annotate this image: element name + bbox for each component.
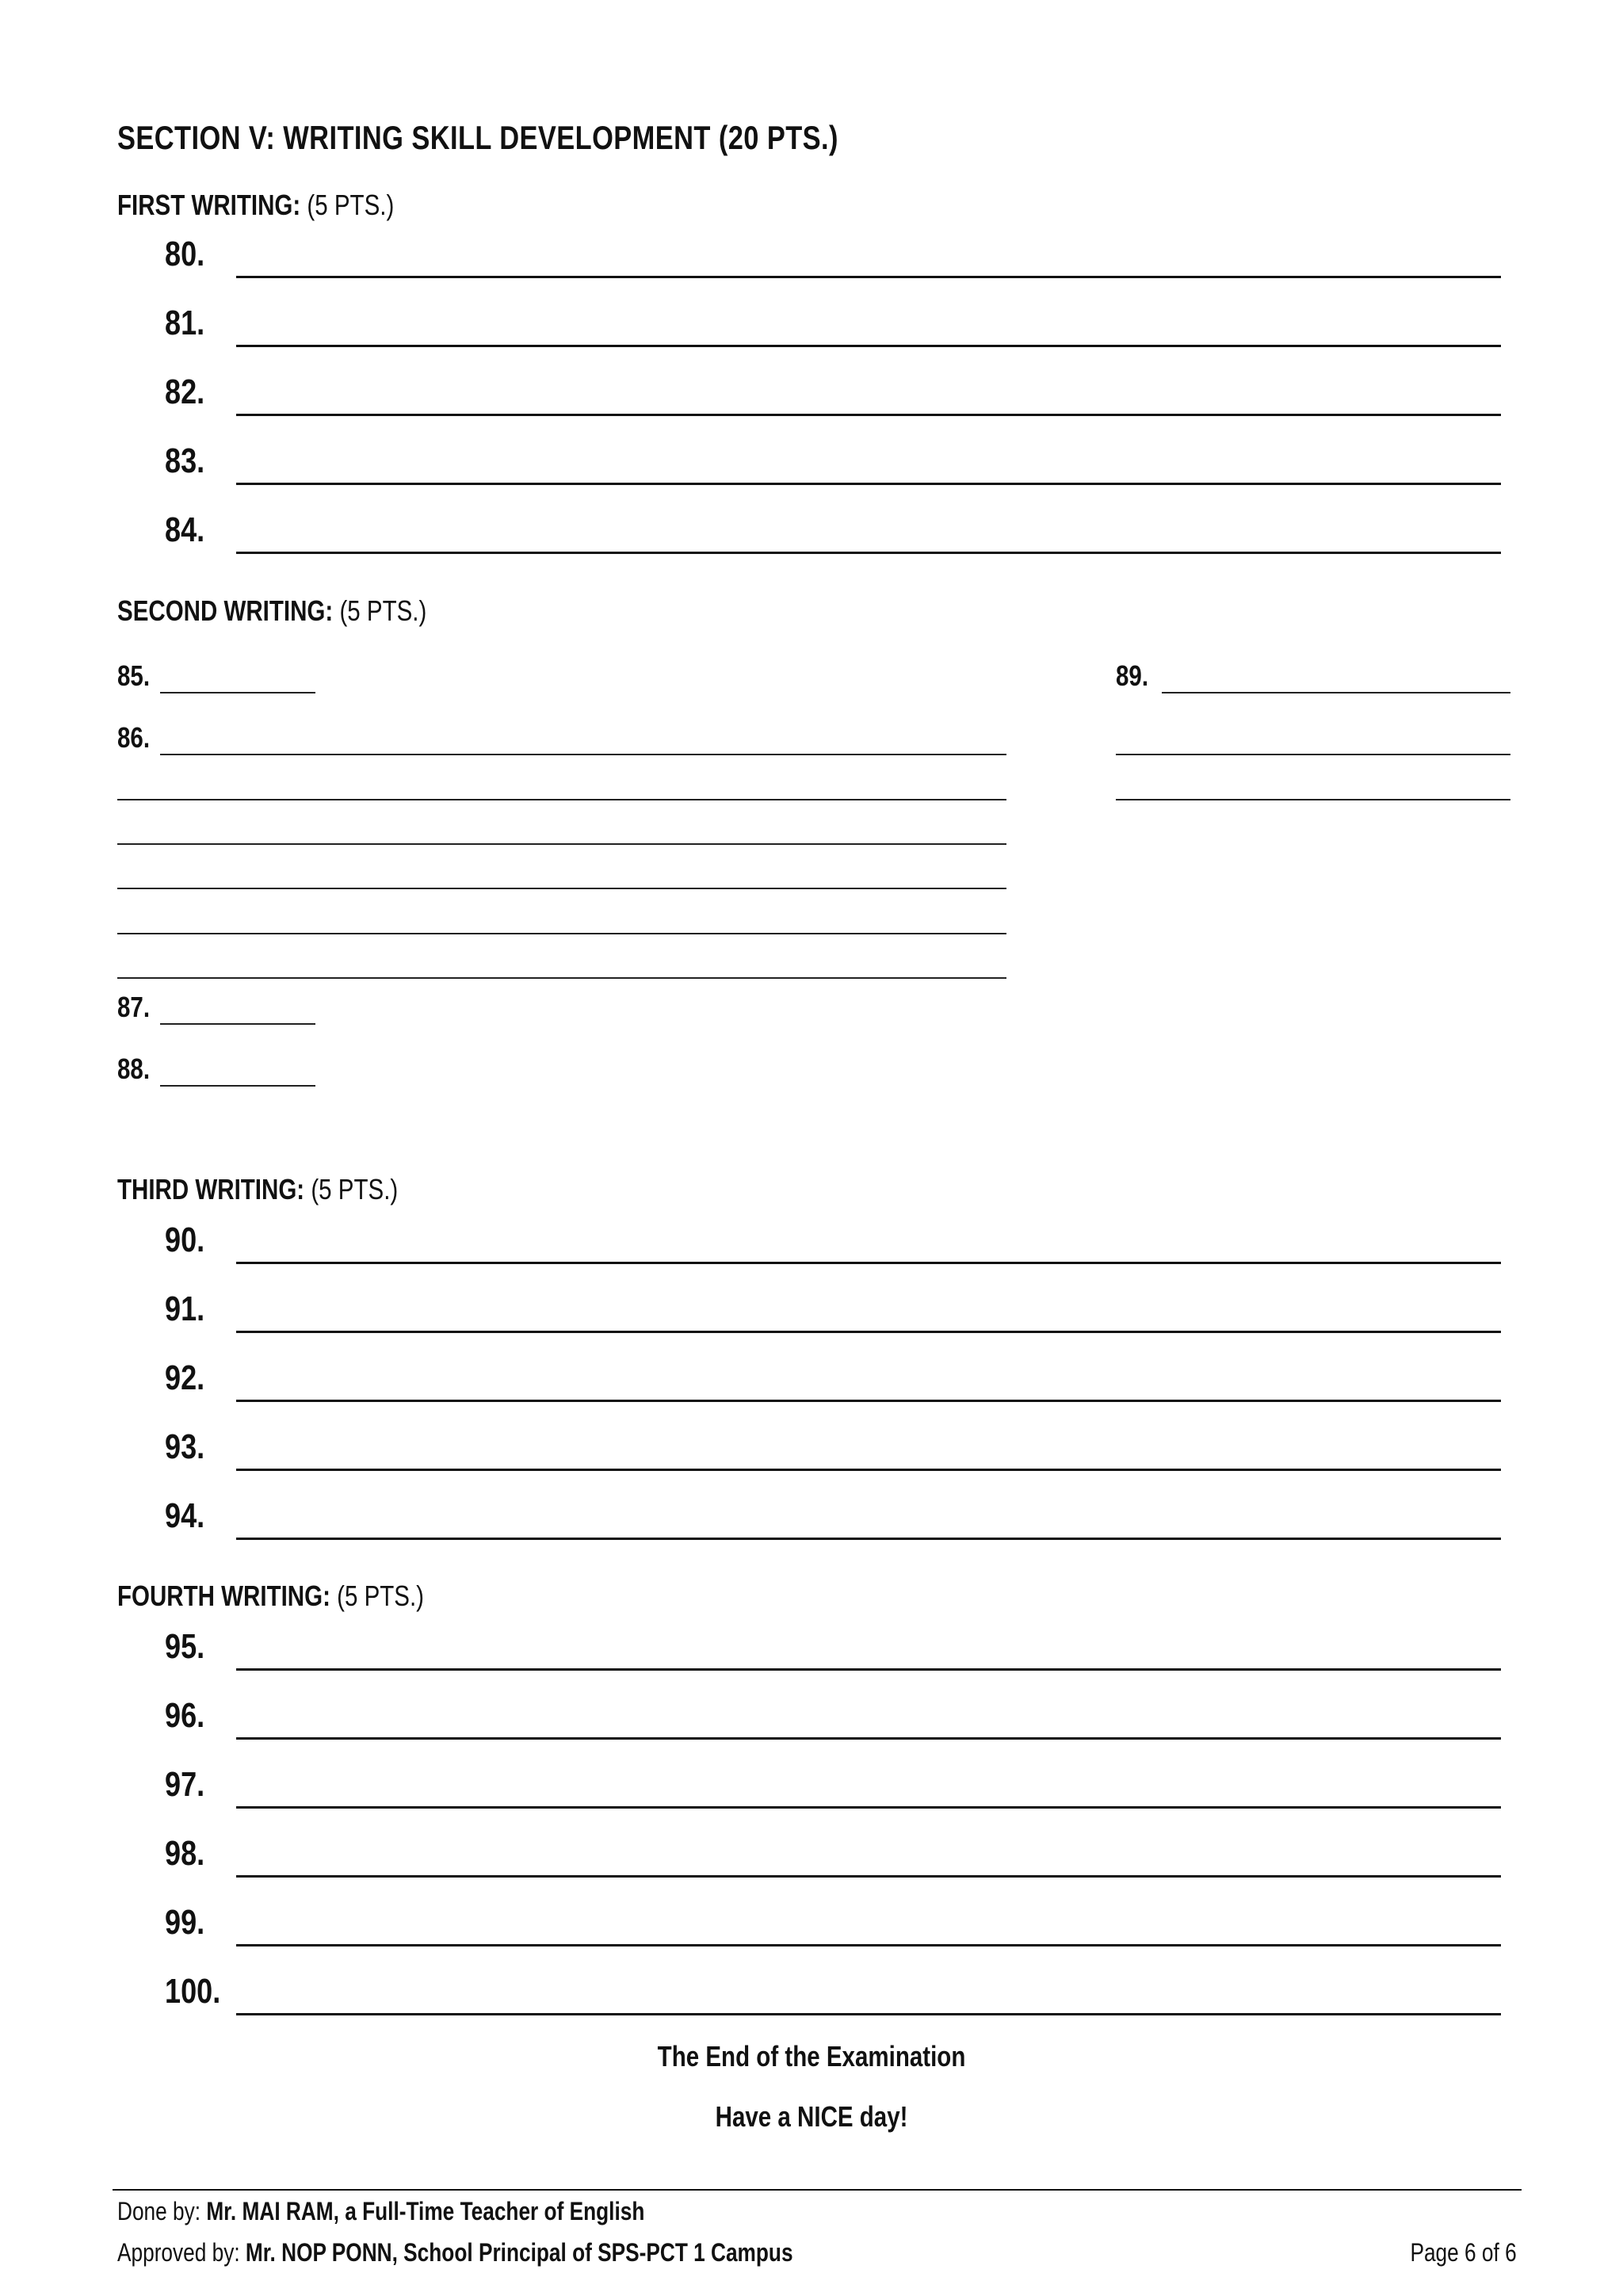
question-number-82: 82. <box>165 372 205 411</box>
question-number-98: 98. <box>165 1834 205 1873</box>
question-number-94: 94. <box>165 1496 205 1535</box>
answer-line-80[interactable] <box>236 276 1501 278</box>
answer-line-84[interactable] <box>236 552 1501 554</box>
question-number-84: 84. <box>165 510 205 549</box>
answer-line-96[interactable] <box>236 1737 1501 1740</box>
page-number: Page 6 of 6 <box>1410 2238 1517 2267</box>
answer-line-99[interactable] <box>236 1944 1501 1946</box>
question-number-86: 86. <box>117 721 151 754</box>
question-number-85: 85. <box>117 659 151 692</box>
question-number-93: 93. <box>165 1427 205 1466</box>
second-writing-heading <box>117 594 426 628</box>
answer-line-81[interactable] <box>236 345 1501 347</box>
question-number-99: 99. <box>165 1903 205 1942</box>
answer-line-86-4[interactable] <box>117 888 1006 889</box>
end-of-exam-label: The End of the Examination <box>657 2040 966 2073</box>
fourth-writing-heading <box>117 1580 424 1613</box>
answer-line-85[interactable] <box>160 692 315 693</box>
footer-divider <box>113 2189 1522 2191</box>
question-number-89: 89. <box>1116 659 1149 692</box>
answer-line-92[interactable] <box>236 1400 1501 1402</box>
fourth-writing-points: (5 PTS.) <box>337 1580 425 1612</box>
answer-line-86-6[interactable] <box>117 977 1006 979</box>
end-of-exam-text <box>0 2040 1623 2073</box>
question-number-100: 100. <box>165 1972 221 2011</box>
question-number-96: 96. <box>165 1696 205 1735</box>
answer-line-86-3[interactable] <box>117 843 1006 845</box>
answer-line-98[interactable] <box>236 1875 1501 1878</box>
answer-line-82[interactable] <box>236 414 1501 416</box>
third-writing-points: (5 PTS.) <box>311 1173 399 1205</box>
approved-by-label: Approved by: <box>117 2238 240 2267</box>
first-writing-heading <box>117 189 394 222</box>
answer-line-86-2[interactable] <box>117 799 1006 800</box>
question-number-80: 80. <box>165 235 205 273</box>
answer-line-86-5[interactable] <box>117 933 1006 934</box>
answer-line-89-3[interactable] <box>1116 799 1510 800</box>
approved-by-name: Mr. NOP PONN, School Principal of SPS-PCT 1 Campus <box>245 2238 793 2267</box>
first-writing-points: (5 PTS.) <box>307 189 395 221</box>
second-writing-points: (5 PTS.) <box>339 594 427 627</box>
closing-wish-text <box>0 2100 1623 2134</box>
answer-line-91[interactable] <box>236 1331 1501 1333</box>
done-by-label: Done by: <box>117 2197 201 2225</box>
question-number-88: 88. <box>117 1052 151 1085</box>
done-by-name: Mr. MAI RAM, a Full-Time Teacher of English <box>206 2197 645 2225</box>
answer-line-89-2[interactable] <box>1116 754 1510 755</box>
second-writing-label: SECOND WRITING: <box>117 594 334 627</box>
first-writing-label: FIRST WRITING: <box>117 189 301 221</box>
answer-line-94[interactable] <box>236 1538 1501 1540</box>
question-number-90: 90. <box>165 1221 205 1259</box>
third-writing-label: THIRD WRITING: <box>117 1173 305 1205</box>
answer-line-93[interactable] <box>236 1469 1501 1471</box>
question-number-92: 92. <box>165 1358 205 1397</box>
question-number-97: 97. <box>165 1765 205 1804</box>
answer-line-88[interactable] <box>160 1085 315 1087</box>
answer-line-86[interactable] <box>160 754 1006 755</box>
third-writing-heading <box>117 1173 398 1206</box>
section-title: SECTION V: WRITING SKILL DEVELOPMENT (20 PTS.) <box>117 119 838 156</box>
answer-line-90[interactable] <box>236 1262 1501 1264</box>
answer-line-87[interactable] <box>160 1023 315 1025</box>
question-number-81: 81. <box>165 304 205 342</box>
answer-line-95[interactable] <box>236 1668 1501 1671</box>
done-by-line <box>117 2197 644 2226</box>
question-number-83: 83. <box>165 441 205 480</box>
answer-line-100[interactable] <box>236 2013 1501 2015</box>
answer-line-89[interactable] <box>1162 692 1510 693</box>
question-number-87: 87. <box>117 991 151 1023</box>
approved-by-line <box>117 2238 793 2267</box>
answer-line-97[interactable] <box>236 1806 1501 1809</box>
fourth-writing-label: FOURTH WRITING: <box>117 1580 330 1612</box>
closing-wish-label: Have a NICE day! <box>715 2100 908 2133</box>
answer-line-83[interactable] <box>236 483 1501 485</box>
question-number-95: 95. <box>165 1627 205 1666</box>
question-number-91: 91. <box>165 1289 205 1328</box>
